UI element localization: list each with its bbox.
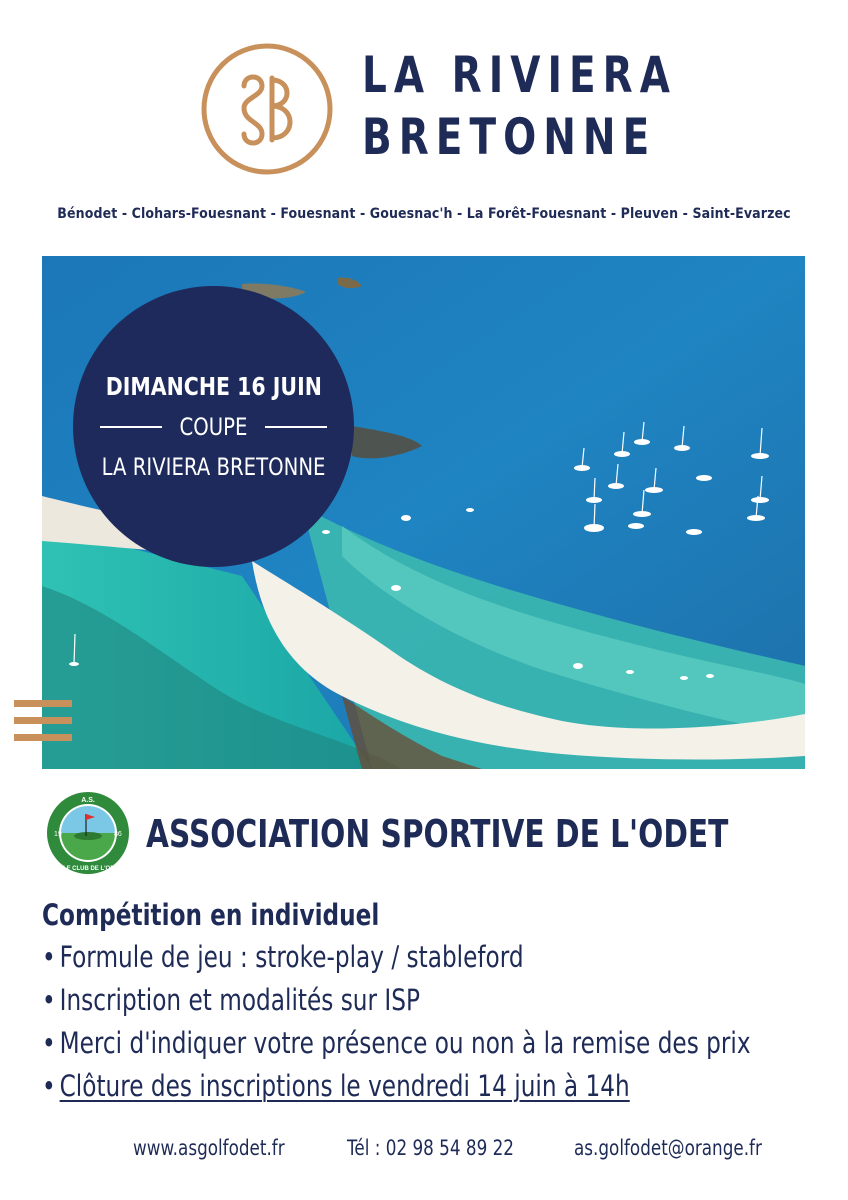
competition-details xyxy=(42,896,848,1108)
bullet-closing-text: Clôture des inscriptions le vendredi 14 juin à 14h xyxy=(59,1069,630,1103)
divider-left xyxy=(100,426,162,428)
menu-lines-icon xyxy=(14,700,72,744)
bullet-format: • Formule de jeu : stroke-play / stableford xyxy=(42,940,524,974)
divider-right xyxy=(265,426,327,428)
bullet-registration-text: Inscription et modalités sur ISP xyxy=(59,983,420,1017)
event-cup-row xyxy=(100,413,327,441)
footer-website-link[interactable]: www.asgolfodet.fr xyxy=(133,1136,285,1160)
bullet-registration: • Inscription et modalités sur ISP xyxy=(42,983,420,1017)
bullet-attendance-text: Merci d'indiquer votre présence ou non à la remise des prix xyxy=(59,1026,751,1060)
club-logo-year-right: 86 xyxy=(114,831,122,838)
bullet-closing: • Clôture des inscriptions le vendredi 14 juin à 14h xyxy=(42,1069,630,1103)
towns-list: Bénodet - Clohars-Fouesnant - Fouesnant - Gouesnac'h - La Forêt-Fouesnant - Pleuven - Saint-Evarzec xyxy=(57,206,791,222)
event-badge xyxy=(73,286,354,567)
event-cup-label: COUPE xyxy=(179,413,248,441)
brand-line-1: LA RIVIERA xyxy=(362,46,677,104)
brand-line-2: BRETONNE xyxy=(362,108,657,166)
club-logo-year-left: 19 xyxy=(54,831,62,838)
intertwined-letters-logo-icon xyxy=(200,42,334,176)
club-logo-ring-text: GOLF CLUB DE L'ODET xyxy=(53,866,123,872)
header xyxy=(0,0,848,240)
brand-title xyxy=(362,44,766,168)
competition-title: Compétition en individuel xyxy=(42,898,380,932)
footer-phone: Tél : 02 98 54 89 22 xyxy=(347,1136,514,1160)
club-title: ASSOCIATION SPORTIVE DE L'ODET xyxy=(146,812,729,856)
bullet-format-text: Formule de jeu : stroke-play / stableford xyxy=(59,940,524,974)
event-name: LA RIVIERA BRETONNE xyxy=(101,453,326,481)
footer-email-link[interactable]: as.golfodet@orange.fr xyxy=(574,1136,762,1160)
club-logo-top: A.S. xyxy=(81,797,95,804)
golf-club-logo-icon xyxy=(45,790,131,876)
bullet-attendance: • Merci d'indiquer votre présence ou non à la remise des prix xyxy=(42,1026,751,1060)
event-date: DIMANCHE 16 JUIN xyxy=(105,372,322,401)
